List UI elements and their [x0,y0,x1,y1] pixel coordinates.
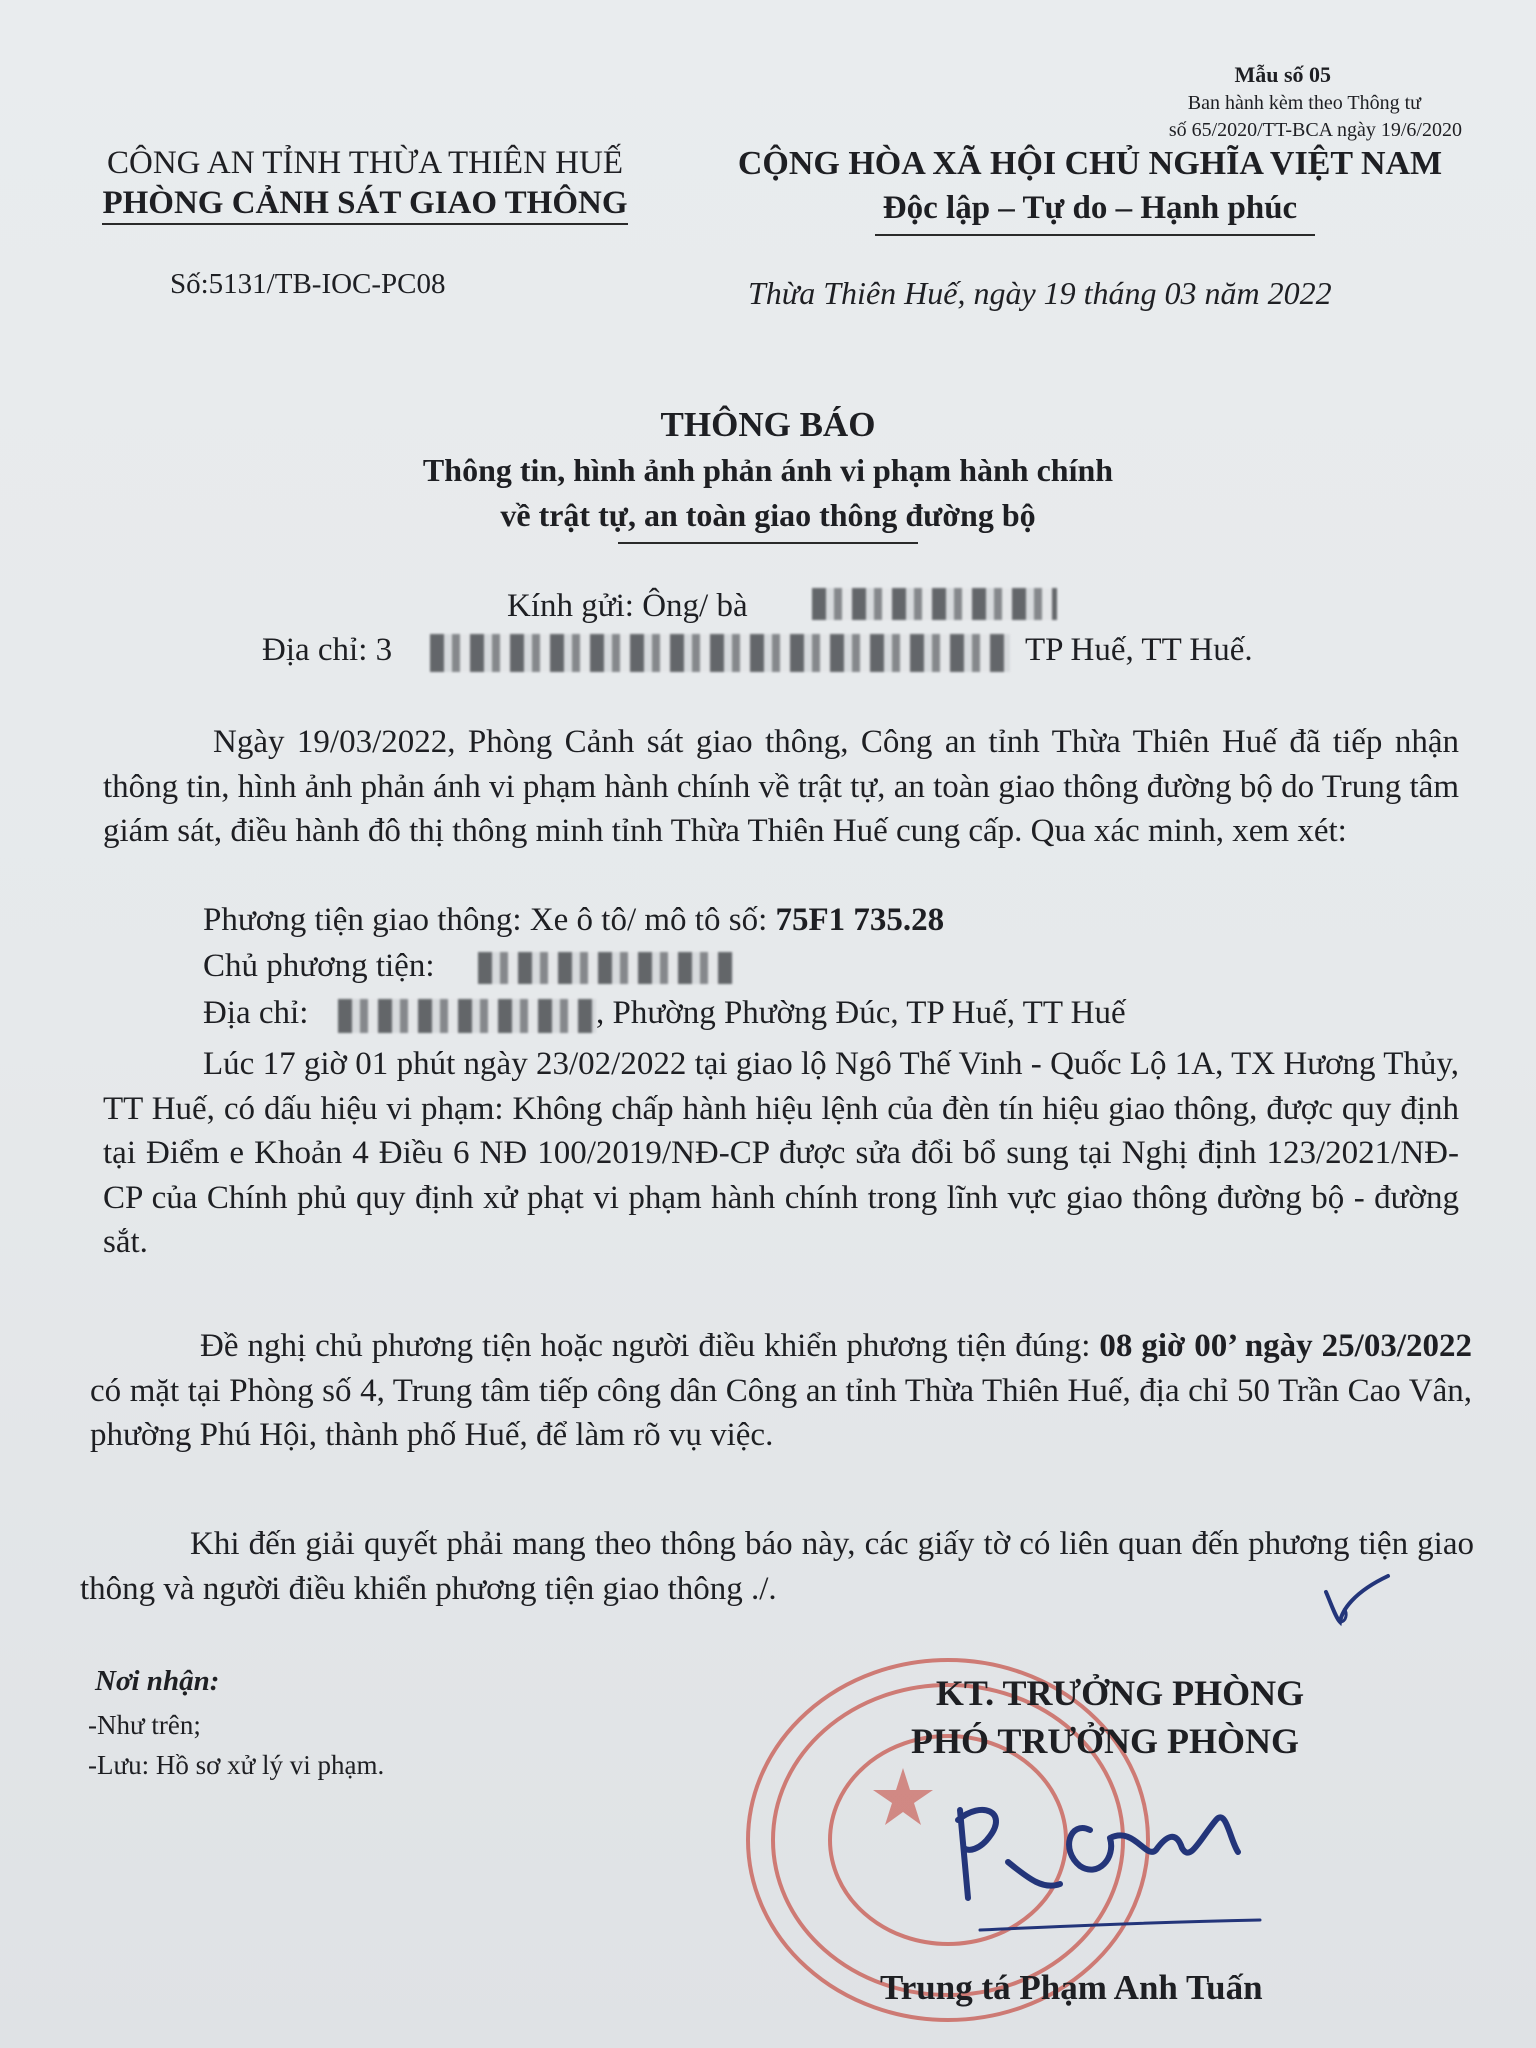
check-mark-icon [1318,1562,1398,1632]
signature-title-2: PHÓ TRƯỞNG PHÒNG [910,1721,1299,1761]
notice-subtitle-1: Thông tin, hình ảnh phản ánh vi phạm hành chính [422,452,1114,488]
form-note-line2: số 65/2020/TT-BCA ngày 19/6/2020 [1168,119,1462,141]
motto-underline [875,234,1315,236]
request-text-a: Đề nghị chủ phương tiện hoặc người điều khiển phương tiện đúng: [200,1328,1100,1364]
redacted-owner-address [338,999,596,1033]
subtitle-underline [618,542,918,544]
vehicle-plate: 75F1 735.28 [775,902,945,938]
owner-label: Chủ phương tiện: [203,948,435,984]
vehicle-line [203,902,944,939]
handwritten-signature [920,1780,1280,1940]
paragraph-intro: Ngày 19/03/2022, Phòng Cảnh sát giao thông, Công an tỉnh Thừa Thiên Huế đã tiếp nhận thông tin, hình ảnh phản ánh vi phạm hành chính về trật tự, an toàn giao thông đường bộ do Trung tâm giám sát, điều hành đô thị thông minh tỉnh Thừa Thiên Huế cung cấp. Qua xác minh, xem xét: [103,724,1459,849]
request-appointment: 08 giờ 00’ ngày 25/03/2022 [1099,1328,1472,1364]
dateline: Thừa Thiên Huế, ngày 19 tháng 03 năm 2022 [748,275,1332,311]
recipients-item-1: -Như trên; [88,1710,201,1740]
recipient-address-end: TP Huế, TT Huế. [1025,632,1253,668]
form-note-line1: Ban hành kèm theo Thông tư [1187,92,1421,114]
document-number: Số:5131/TB-IOC-PC08 [170,268,446,300]
form-number: Mẫu số 05 [1234,62,1331,87]
nation-motto: Độc lập – Tự do – Hạnh phúc [882,190,1298,226]
redacted-owner [478,952,733,984]
paragraph-violation: Lúc 17 giờ 01 phút ngày 23/02/2022 tại giao lộ Ngô Thế Vinh - Quốc Lộ 1A, TX Hương Thủy, TT Huế, có dấu hiệu vi phạm: Không chấp hành hiệu lệnh của đèn tín hiệu giao thông, được quy định tại Điểm e Khoản 4 Điều 6 NĐ 100/2019/NĐ-CP được sửa đổi bổ sung tại Nghị định 123/2021/NĐ-CP của Chính phủ quy định xử phạt vi phạm hành chính trong lĩnh vực giao thông đường bộ - đường sắt. [103,1046,1459,1260]
agency-line2-text: PHÒNG CẢNH SÁT GIAO THÔNG [102,185,627,225]
paragraph-instructions: Khi đến giải quyết phải mang theo thông báo này, các giấy tờ có liên quan đến phương tiện giao thông và người điều khiển phương tiện giao thông ./. [80,1526,1474,1607]
owner-address-label: Địa chỉ: [203,995,309,1031]
signature-title-1: KT. TRƯỞNG PHÒNG [935,1673,1305,1713]
redacted-address [430,634,1010,672]
recipient-greeting: Kính gửi: Ông/ bà [507,588,748,624]
agency-line2 [70,185,660,222]
redacted-name [812,588,1057,620]
recipient-address-label: Địa chỉ: 3 [262,632,393,668]
paragraph-request [90,1324,1472,1458]
request-text-b: có mặt tại Phòng số 4, Trung tâm tiếp công dân Công an tỉnh Thừa Thiên Huế, địa chỉ 50 Trần Cao Vân, phường Phú Hội, thành phố Huế, để làm rõ vụ việc. [90,1372,1472,1453]
notice-subtitle-2: về trật tự, an toàn giao thông đường bộ [500,497,1036,533]
recipients-heading: Nơi nhận: [95,1665,220,1697]
notice-title: THÔNG BÁO [660,405,876,444]
vehicle-label: Phương tiện giao thông: Xe ô tô/ mô tô số: [203,902,776,938]
owner-address-rest: , Phường Phường Đúc, TP Huế, TT Huế [596,995,1126,1031]
nation-title: CỘNG HÒA XÃ HỘI CHỦ NGHĨA VIỆT NAM [737,145,1443,182]
agency-line1: CÔNG AN TỈNH THỪA THIÊN HUẾ [106,145,623,181]
recipients-item-2: -Lưu: Hồ sơ xử lý vi phạm. [88,1750,385,1780]
signer-name: Trung tá Phạm Anh Tuấn [880,1968,1263,2007]
